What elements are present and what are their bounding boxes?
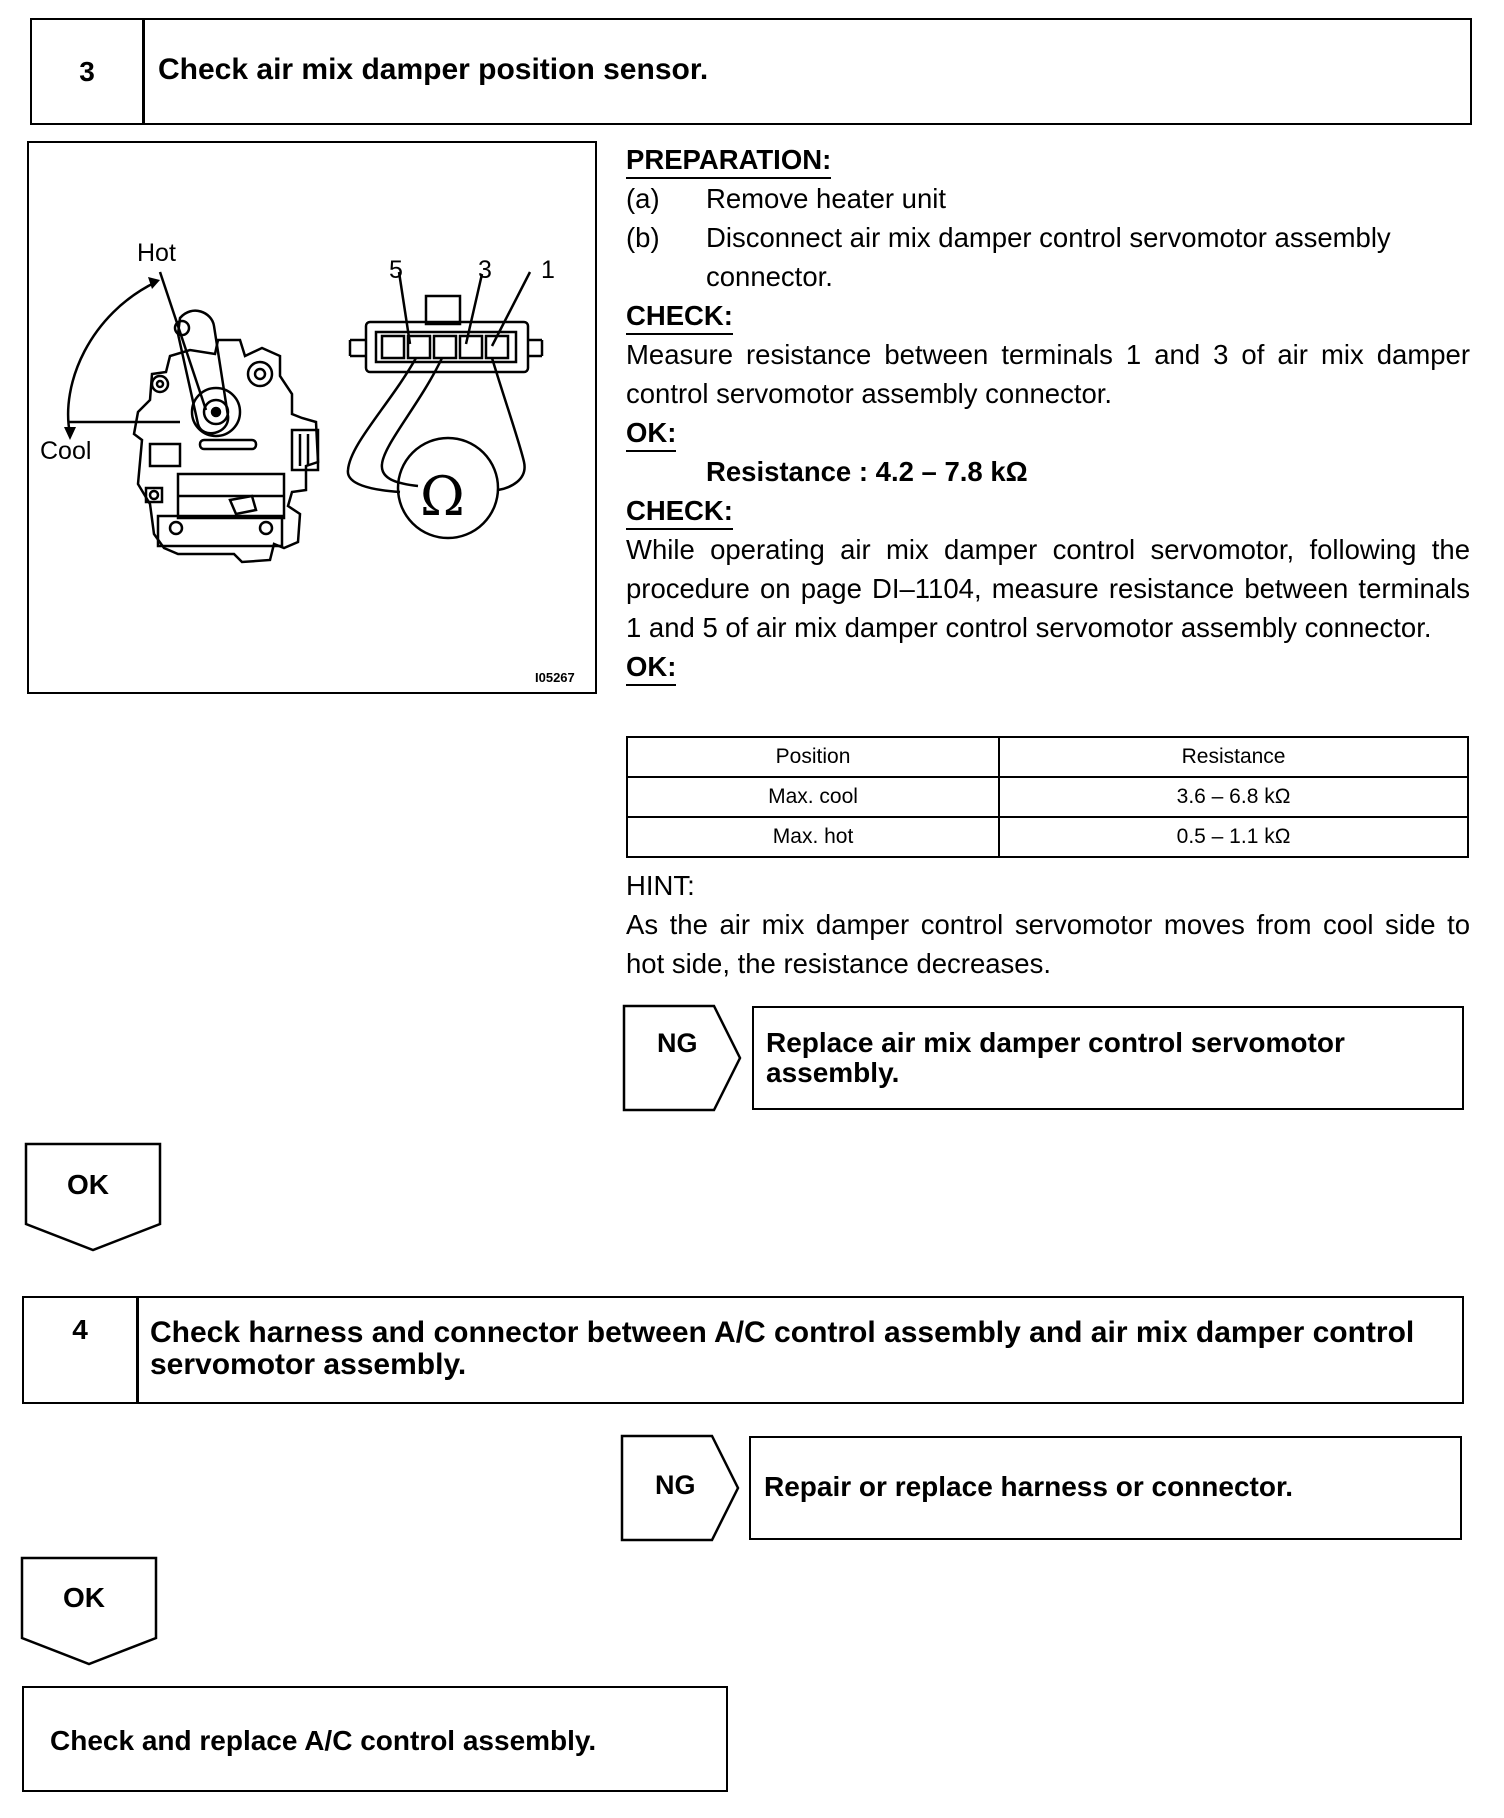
hint-heading: HINT: <box>626 870 695 901</box>
servomotor-illustration <box>30 144 594 691</box>
final-step-text: Check and replace A/C control assembly. <box>50 1725 597 1756</box>
table-cell: Max. hot <box>627 817 999 857</box>
table-row <box>627 777 1468 817</box>
ng-action-text-1: Replace air mix damper control servomotor assembly. <box>766 1027 1345 1088</box>
figure-terminal-5: 5 <box>389 256 403 284</box>
ng-label-2: NG <box>655 1470 696 1500</box>
preparation-item-text: Remove heater unit <box>706 183 946 214</box>
table-cell: 3.6 – 6.8 kΩ <box>999 777 1468 817</box>
table-row <box>627 817 1468 857</box>
table-cell: Max. cool <box>627 777 999 817</box>
ok-label-1: OK <box>67 1169 109 1200</box>
ng-action-text-2: Repair or replace harness or connector. <box>764 1471 1294 1502</box>
hint-block <box>626 866 1470 983</box>
instructions-column <box>626 140 1470 686</box>
figure-terminal-1: 1 <box>541 256 555 284</box>
check-heading-2: CHECK: <box>626 494 733 530</box>
check-text-1: Measure resistance between terminals 1 and 3 of air mix damper control servomotor assembly connector. <box>626 339 1470 409</box>
table-header-row <box>627 737 1468 777</box>
resistance-table <box>626 736 1469 858</box>
preparation-item-a <box>626 179 1470 218</box>
table-header: Position <box>627 737 999 777</box>
check-heading-1: CHECK: <box>626 299 733 335</box>
table-cell: 0.5 – 1.1 kΩ <box>999 817 1468 857</box>
preparation-heading: PREPARATION: <box>626 143 831 179</box>
figure-label-cool: Cool <box>40 437 92 465</box>
ng-label-1: NG <box>657 1028 698 1058</box>
ok-heading-2: OK: <box>626 650 676 686</box>
step-3-divider <box>142 18 145 125</box>
preparation-item-b <box>626 218 1470 296</box>
preparation-item-text: Disconnect air mix damper control servomotor assembly connector. <box>706 222 1391 292</box>
step-4-number: 4 <box>72 1314 88 1345</box>
figure-label-hot: Hot <box>137 239 176 267</box>
preparation-item-label: (b) <box>626 222 660 253</box>
figure-terminal-3: 3 <box>478 256 492 284</box>
ok-heading-1: OK: <box>626 416 676 452</box>
resistance-spec: Resistance : 4.2 – 7.8 kΩ <box>706 456 1028 487</box>
step-3-number: 3 <box>79 55 95 87</box>
step-3-title: Check air mix damper position sensor. <box>158 53 709 86</box>
ok-label-2: OK <box>63 1582 105 1613</box>
check-text-2: While operating air mix damper control servomotor, following the procedure on page DI–1104, measure resistance between terminals 1 and 5 of air mix damper control servomotor assembly connector. <box>626 534 1470 643</box>
table-header: Resistance <box>999 737 1468 777</box>
figure-id: I05267 <box>535 670 575 685</box>
hint-text: As the air mix damper control servomotor moves from cool side to hot side, the resistance decreases. <box>626 909 1470 979</box>
step-4-divider <box>136 1296 139 1404</box>
preparation-item-label: (a) <box>626 183 660 214</box>
ohm-symbol: Ω <box>420 465 465 528</box>
step-4-title: Check harness and connector between A/C control assembly and air mix damper control servomotor assembly. <box>150 1316 1415 1381</box>
